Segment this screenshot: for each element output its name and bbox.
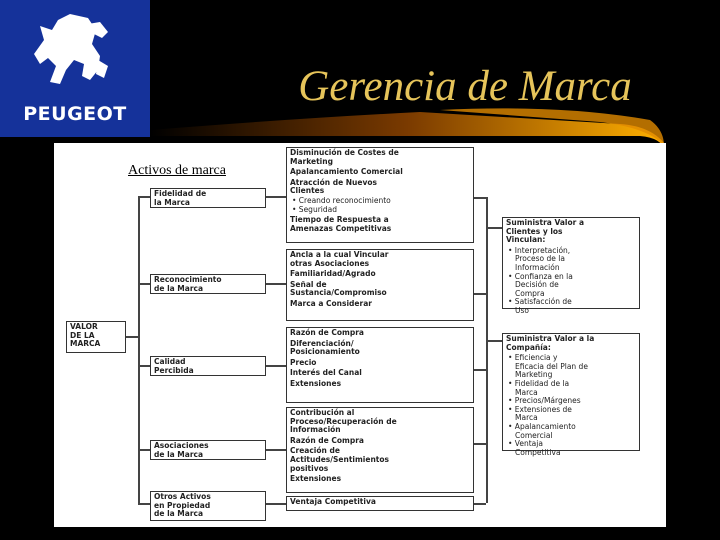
connector-line <box>126 336 138 338</box>
benefit-group: Disminución de Costes de Marketing Apalancamiento Comercial Atracción de Nuevos Clientes • Creando reconocimiento • Seguridad Tiempo de Respuesta a Amenazas Competitivas <box>286 147 474 243</box>
connector-line <box>138 503 150 505</box>
asset-box: Otros Activos en Propiedad de la Marca <box>150 491 266 521</box>
connector-line <box>266 503 286 505</box>
asset-box: Reconocimiento de la Marca <box>150 274 266 294</box>
connector-line <box>266 196 286 198</box>
asset-box: Fidelidad de la Marca <box>150 188 266 208</box>
connector-line <box>474 503 486 505</box>
connector-line <box>138 449 150 451</box>
connector-line <box>474 369 486 371</box>
connector-line <box>266 283 286 285</box>
connector-line <box>138 196 150 198</box>
connector-line <box>474 293 486 295</box>
connector-line <box>138 196 140 503</box>
connector-line <box>266 365 286 367</box>
connector-line <box>486 197 488 503</box>
brand-wordmark: PEUGEOT <box>23 103 127 125</box>
connector-line <box>474 197 486 199</box>
connector-line <box>266 449 286 451</box>
benefit-group: Contribución al Proceso/Recuperación de Información Razón de Compra Creación de Actitudes/Sentimientos positivos Extensiones <box>286 407 474 493</box>
result-box: Suministra Valor a Clientes y los Vinculan: • Interpretación, Proceso de la Información • Confianza en la Decisión de Compra • Satisfacción de Uso <box>502 217 640 309</box>
root-node: VALOR DE LA MARCA <box>66 321 126 353</box>
result-box: Suministra Valor a la Compañía: • Eficiencia y Eficacia del Plan de Marketing • Fidelidad de la Marca • Precios/Márgenes • Extensiones de Marca • Apalancamiento Comercial • Ventaja Competitiva <box>502 333 640 451</box>
benefit-group: Razón de Compra Diferenciación/ Posicionamiento Precio Interés del Canal Extensiones <box>286 327 474 403</box>
arrow-line <box>486 340 502 342</box>
connector-line <box>138 283 150 285</box>
connector-line <box>474 443 486 445</box>
slide-title: Gerencia de Marca <box>298 63 632 110</box>
benefit-group: Ancla a la cual Vincular otras Asociaciones Familiaridad/Agrado Señal de Sustancia/Compromiso Marca a Considerar <box>286 249 474 321</box>
benefit-group: Ventaja Competitiva <box>286 496 474 511</box>
diagram-caption: Activos de marca <box>128 163 226 178</box>
asset-box: Calidad Percibida <box>150 356 266 376</box>
diagram-panel <box>54 143 666 527</box>
asset-box: Asociaciones de la Marca <box>150 440 266 460</box>
connector-line <box>138 365 150 367</box>
arrow-line <box>486 227 502 229</box>
